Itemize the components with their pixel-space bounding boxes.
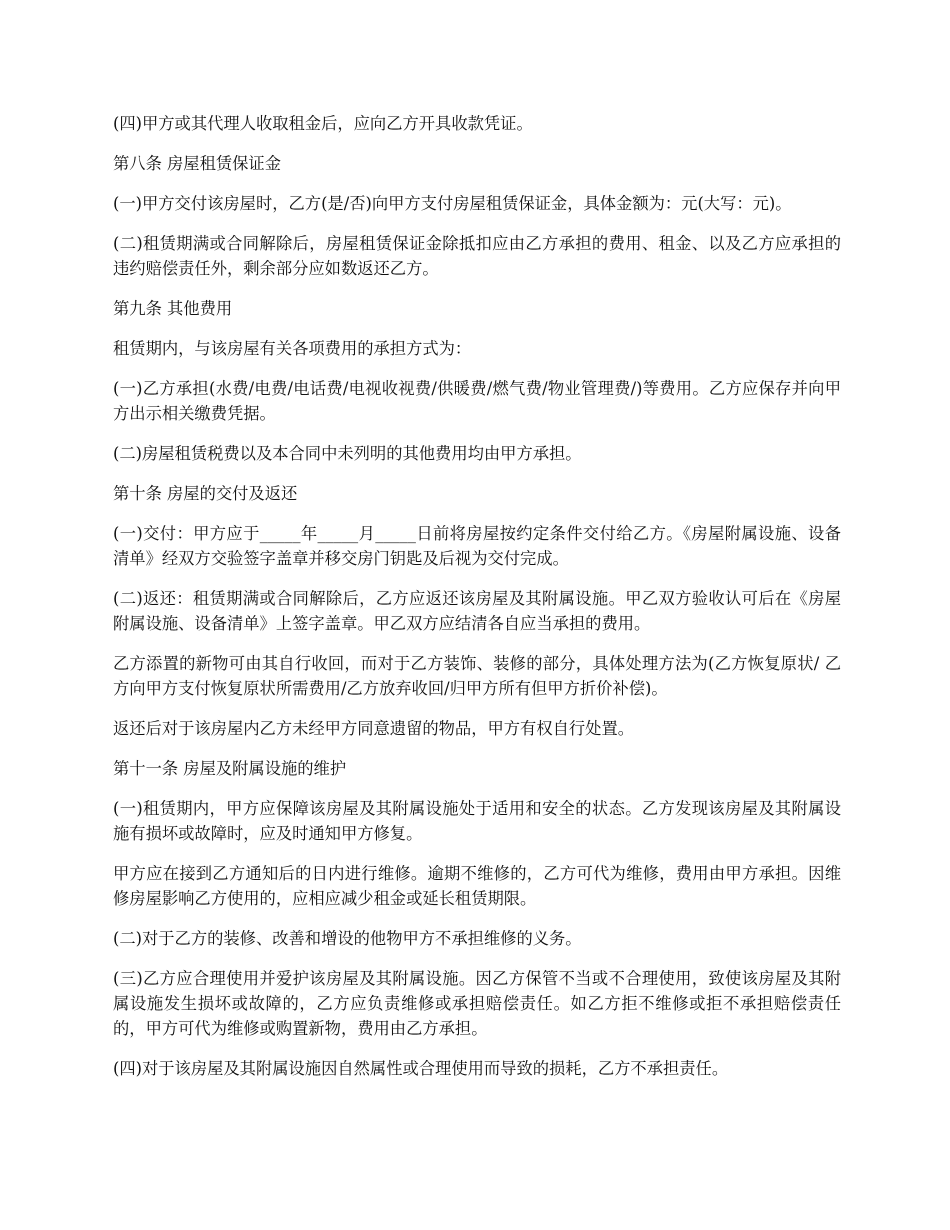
heading-article-9: 第九条 其他费用 bbox=[113, 299, 233, 318]
paragraph-clause-11-4: (四)对于该房屋及其附属设施因自然属性或合理使用而导致的损耗，乙方不承担责任。 bbox=[113, 1059, 729, 1078]
paragraph-clause-11-3: (三)乙方应合理使用并爱护该房屋及其附属设施。因乙方保管不当或不合理使用，致使该房屋及其附属设施发生损坏或故障的，乙方应负责维修或承担赔偿责任。如乙方拒不维修或拒不承担赔偿责任的，甲方可代为维修或购置新物，费用由乙方承担。 bbox=[113, 969, 841, 1038]
paragraph-clause-10-2: (二)返还：租赁期满或合同解除后，乙方应返还该房屋及其附属设施。甲乙双方验收认可后在《房屋附属设施、设备清单》上签字盖章。甲乙双方应结清各自应当承担的费用。 bbox=[113, 589, 841, 633]
paragraph-clause-11-1-a: 甲方应在接到乙方通知后的日内进行维修。逾期不维修的，乙方可代为维修，费用由甲方承担。因维修房屋影响乙方使用的，应相应减少租金或延长租赁期限。 bbox=[113, 864, 841, 908]
paragraph-clause-11-2: (二)对于乙方的装修、改善和增设的他物甲方不承担维修的义务。 bbox=[113, 929, 582, 948]
paragraph-clause-9-2: (二)房屋租赁税费以及本合同中未列明的其他费用均由甲方承担。 bbox=[113, 444, 582, 463]
paragraph-clause-10-2-b: 返还后对于该房屋内乙方未经甲方同意遗留的物品，甲方有权自行处置。 bbox=[113, 719, 635, 738]
paragraph-clause-11-1: (一)租赁期内，甲方应保障该房屋及其附属设施处于适用和安全的状态。乙方发现该房屋及其附属设施有损坏或故障时，应及时通知甲方修复。 bbox=[113, 799, 841, 843]
paragraph-clause-9-1: (一)乙方承担(水费/电费/电话费/电视收视费/供暖费/燃气费/物业管理费/)等费用。乙方应保存并向甲方出示相关缴费凭据。 bbox=[113, 379, 841, 423]
heading-article-10: 第十条 房屋的交付及返还 bbox=[113, 484, 298, 503]
document-body bbox=[113, 111, 841, 1081]
heading-article-8: 第八条 房屋租赁保证金 bbox=[113, 154, 281, 173]
paragraph-clause-10-1: (一)交付：甲方应于_____年_____月_____日前将房屋按约定条件交付给乙方。《房屋附属设施、设备清单》经双方交验签字盖章并移交房门钥匙及后视为交付完成。 bbox=[113, 524, 841, 568]
paragraph-clause-9-intro: 租赁期内，与该房屋有关各项费用的承担方式为： bbox=[113, 339, 472, 358]
paragraph-clause-8-2: (二)租赁期满或合同解除后，房屋租赁保证金除抵扣应由乙方承担的费用、租金、以及乙方应承担的违约赔偿责任外，剩余部分应如数返还乙方。 bbox=[113, 234, 841, 278]
paragraph-clause-8-1: (一)甲方交付该房屋时，乙方(是/否)向甲方支付房屋租赁保证金，具体金额为：元(大写：元)。 bbox=[113, 194, 792, 213]
heading-article-11: 第十一条 房屋及附属设施的维护 bbox=[113, 759, 347, 778]
paragraph-clause-10-2-a: 乙方添置的新物可由其自行收回，而对于乙方装饰、装修的部分，具体处理方法为(乙方恢复原状/ 乙方向甲方支付恢复原状所需费用/乙方放弃收回/归甲方所有但甲方折价补偿)。 bbox=[113, 654, 841, 698]
paragraph-clause-7-4: (四)甲方或其代理人收取租金后，应向乙方开具收款凭证。 bbox=[113, 114, 533, 133]
